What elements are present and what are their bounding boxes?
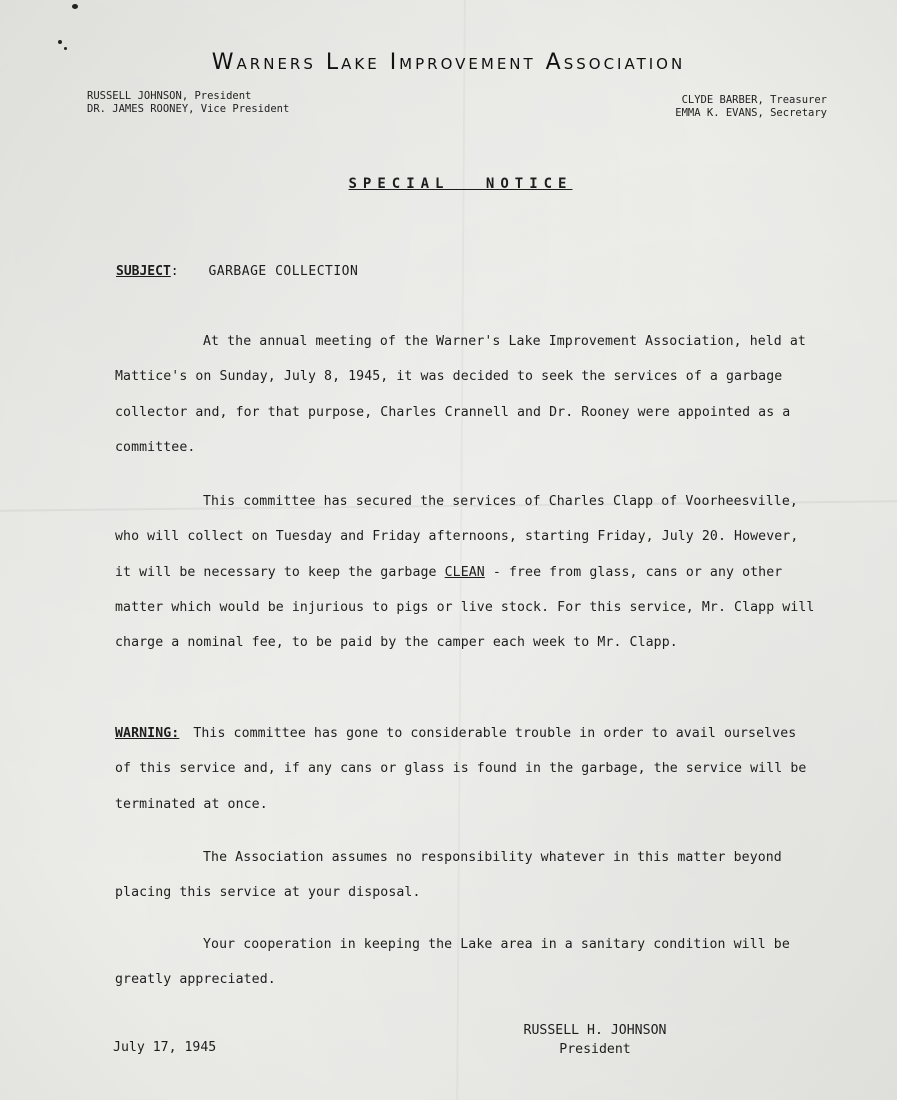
body-paragraph-cooperation: Your cooperation in keeping the Lake area in a sanitary condition will be greatly appreciated. <box>115 937 790 988</box>
collection-text-after: - free from glass, cans or any other matter which would be injurious to pigs or live stock. For this service, Mr. Clapp will charge a nominal fee, to be paid by the camper each week to Mr. Clapp. <box>115 564 815 651</box>
warning-text: This committee has gone to considerable trouble in order to avail ourselves of this service and, if any cans or glass is found in the garbage, the service will be terminated at once. <box>115 726 807 812</box>
officer-vice-president: DR. JAMES ROONEY, Vice President <box>87 103 290 115</box>
letterhead-title: Warners Lake Improvement Association <box>211 50 686 75</box>
officer-secretary: EMMA K. EVANS, Secretary <box>675 107 827 119</box>
clean-emphasis: CLEAN <box>444 564 485 580</box>
paper-speck <box>58 40 62 44</box>
officer-treasurer: CLYDE BARBER, Treasurer <box>681 94 827 106</box>
body-paragraph-collection <box>115 484 815 660</box>
document-date: July 17, 1945 <box>113 1040 217 1055</box>
officer-president: RUSSELL JOHNSON, President <box>87 90 252 102</box>
paper-speck <box>72 4 78 9</box>
subject-line <box>116 264 358 279</box>
subject-label: SUBJECT <box>116 264 171 279</box>
warning-label: WARNING: <box>115 726 180 741</box>
body-paragraph-warning <box>115 716 815 822</box>
officers-right <box>675 94 827 120</box>
officers-left <box>87 90 289 116</box>
signer-name: RUSSELL H. JOHNSON <box>523 1023 667 1038</box>
signer-title: President <box>559 1042 631 1057</box>
subject-value: GARBAGE COLLECTION <box>208 264 359 279</box>
collection-text-before: This committee has secured the services of Charles Clapp of Voorheesville, who will collect on Tuesday and Friday afternoons, starting Friday, July 20. However, it will be necessary to keep the garbage <box>115 494 799 580</box>
body-paragraph-meeting: At the annual meeting of the Warner's Lake Improvement Association, held at Mattice's on Sunday, July 8, 1945, it was decided to seek the services of a garbage collector and, for that purpose, Charles Crannell and Dr. Rooney were appointed as a committee. <box>115 334 806 455</box>
subject-colon: : <box>170 264 179 279</box>
signature-block <box>510 1021 680 1059</box>
notice-title: SPECIAL NOTICE <box>348 176 573 192</box>
body-paragraph-responsibility: The Association assumes no responsibility whatever in this matter beyond placing this service at your disposal. <box>115 850 782 901</box>
